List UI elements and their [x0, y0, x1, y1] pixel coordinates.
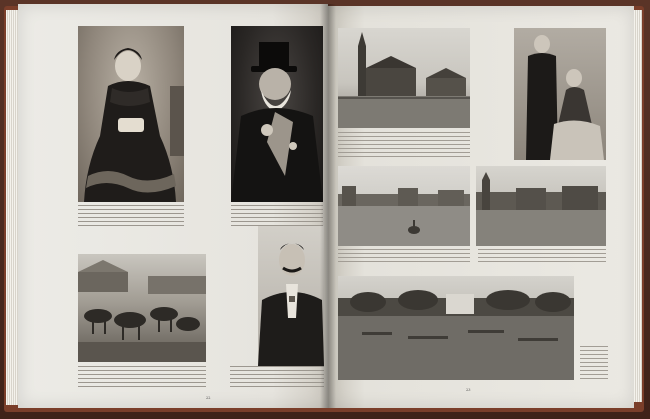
church-building: [338, 28, 470, 128]
photo-square-panorama-left: [338, 166, 470, 246]
caption-block-market: [78, 366, 206, 388]
left-page: [18, 4, 328, 408]
woman-figure: [78, 26, 184, 202]
market-figures: [78, 254, 206, 362]
caption-block-square-right: [478, 249, 606, 265]
caption-block-kruger: [231, 205, 323, 227]
caption-block-square-left: [338, 249, 470, 265]
man-figure: [258, 226, 324, 366]
right-page: [328, 6, 634, 408]
caption-block-man: [230, 366, 324, 388]
photo-man-portrait: [258, 226, 324, 366]
kruger-figure: [231, 26, 323, 202]
left-page-number: 22: [206, 396, 211, 400]
right-page-number: 23: [466, 388, 471, 392]
photo-square-panorama-right: [476, 166, 606, 246]
square-buildings-left: [338, 166, 470, 246]
photo-kruger-portrait: [231, 26, 323, 202]
field-landscape: [338, 276, 574, 380]
photo-woman-portrait: [78, 26, 184, 202]
book-gutter: [320, 4, 336, 408]
photo-market-scene: [78, 254, 206, 362]
photo-couple: [514, 28, 606, 160]
photo-church: [338, 28, 470, 128]
couple-figures: [514, 28, 606, 160]
square-buildings-right: [476, 166, 606, 246]
caption-block-field: [580, 346, 608, 382]
caption-block-church: [338, 132, 470, 158]
photo-field-scene: [338, 276, 574, 380]
caption-block-woman: [78, 205, 184, 227]
